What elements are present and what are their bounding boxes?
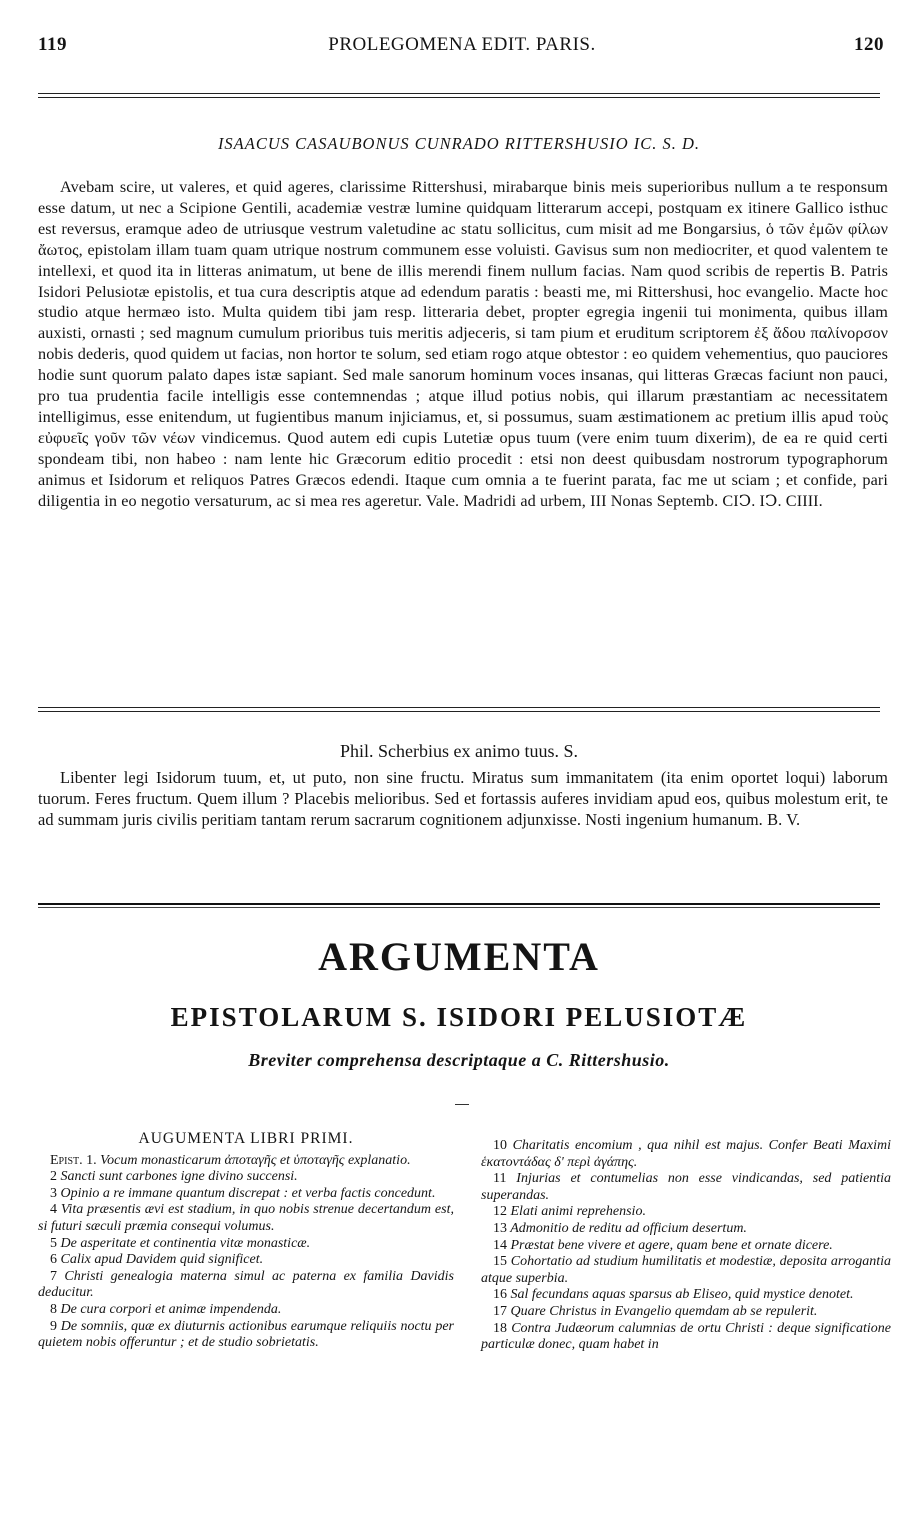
argument-text: De asperitate et continentia vitæ monasticæ. — [60, 1235, 311, 1251]
argument-item — [481, 1238, 891, 1255]
argument-number: 10 — [493, 1138, 507, 1153]
argument-number: 13 — [493, 1220, 507, 1236]
section-rule-1 — [38, 707, 880, 712]
argument-number: Epist. 1. — [50, 1152, 97, 1168]
argument-number: 9 — [50, 1318, 57, 1334]
argument-item — [38, 1302, 454, 1319]
section-rule-2 — [38, 903, 880, 908]
argument-item — [481, 1321, 891, 1354]
argument-item — [38, 1269, 454, 1302]
argument-text: Elati animi reprehensio. — [510, 1204, 646, 1220]
argument-number: 2 — [50, 1169, 57, 1185]
argument-number: 3 — [50, 1185, 57, 1201]
argument-text: Quare Christus in Evangelio quemdam ab se repulerit. — [510, 1303, 818, 1319]
argument-item — [481, 1304, 891, 1321]
argument-number: 4 — [50, 1202, 57, 1218]
letter1-body — [38, 177, 888, 512]
argument-number: 14 — [493, 1237, 507, 1253]
argument-item — [481, 1287, 891, 1304]
argument-item — [38, 1319, 454, 1352]
argument-number: 15 — [493, 1254, 507, 1270]
page-number-left: 119 — [38, 34, 67, 55]
argument-text: Christi genealogia materna simul ac paterna ex familia Davidis deducitur. — [38, 1268, 454, 1301]
letter2-text: Libenter legi Isidorum tuum, et, ut puto, non sine fructu. Miratus sum immanitatem (ita enim oportet loqui) laborum tuorum. Feres fructum. Quem illum ? Placebis melioribus. Sed et fortassis auferes invidiam apud eos, quibus molestum erit, te ad summam juris civilis peritiam tantam rerum sacrarum cognitionem adjunxisse. Nosti ingenium humanum. B. V. — [38, 768, 888, 830]
argument-number: 18 — [493, 1320, 507, 1336]
argument-text: Cohortatio ad studium humilitatis et modestiæ, deposita arrogantia atque superbia. — [481, 1254, 892, 1286]
right-column — [481, 1138, 891, 1354]
argument-number: 11 — [493, 1171, 507, 1187]
argument-item — [481, 1254, 891, 1287]
argument-item — [38, 1202, 454, 1235]
argument-text: Sal fecundans aquas sparsus ab Eliseo, quid mystice denotet. — [510, 1287, 854, 1303]
argument-item — [38, 1236, 454, 1253]
argument-number: 6 — [50, 1252, 57, 1268]
letter2-body — [38, 767, 888, 831]
letter2-heading: Phil. Scherbius ex animo tuus. S. — [340, 741, 578, 761]
letter1-heading: ISAACUS CASAUBONUS CUNRADO RITTERSHUSIO IC. S. D. — [217, 134, 701, 153]
left-column-heading: AUGUMENTA LIBRI PRIMI. — [138, 1130, 354, 1147]
argument-item — [38, 1153, 454, 1170]
short-divider — [455, 1104, 469, 1105]
argument-text: Vocum monasticarum ἀποταγῆς et ὑποταγῆς explanatio. — [100, 1152, 411, 1168]
argument-text: Calix apud Davidem quid significet. — [60, 1252, 264, 1268]
argument-text: De cura corpori et animæ impendenda. — [60, 1301, 282, 1317]
argument-text: Admonitio de reditu ad officium desertum. — [510, 1220, 747, 1236]
argument-text: Charitatis encomium , qua nihil est majus. Confer Beati Maximi ἑκατοντάδας δ' περὶ ἀγάπης. — [481, 1138, 892, 1170]
argument-number: 17 — [493, 1303, 507, 1319]
argumenta-title: ARGUMENTA — [318, 934, 600, 979]
argument-item — [481, 1221, 891, 1238]
argument-item — [481, 1138, 891, 1171]
argument-item — [481, 1204, 891, 1221]
argument-number: 7 — [50, 1268, 57, 1284]
argument-text: Injurias et contumelias non esse vindicandas, sed patientia superandas. — [481, 1171, 891, 1203]
argument-number: 8 — [50, 1301, 57, 1317]
argument-number: 12 — [493, 1204, 507, 1220]
argument-text: Vita præsentis ævi est stadium, in quo nobis strenue decertandum est, si futuri sæculi præmia consequi volumus. — [38, 1202, 454, 1234]
argument-item — [38, 1169, 454, 1186]
argument-text: Contra Judæorum calumnias de ortu Christi : deque significatione particulæ donec, quam habet in — [481, 1320, 891, 1353]
argument-number: 5 — [50, 1235, 57, 1251]
argument-text: Præstat bene vivere et agere, quam bene et ornate dicere. — [510, 1237, 833, 1253]
argument-text: Sancti sunt carbones igne divino succensi. — [60, 1169, 298, 1185]
argument-item — [38, 1186, 454, 1203]
page-number-right: 120 — [854, 34, 884, 55]
header-rule — [38, 93, 880, 98]
argument-item — [481, 1171, 891, 1204]
argument-item — [38, 1252, 454, 1269]
left-column — [38, 1131, 454, 1352]
argumenta-note: Breviter comprehensa descriptaque a C. Rittershusio. — [248, 1050, 670, 1070]
argument-text: Opinio a re immane quantum discrepat : et verba factis concedunt. — [60, 1185, 436, 1201]
argument-text: De somniis, quæ ex diuturnis actionibus earumque reliquiis noctu per quietem nobis offeruntur ; et de studio sobrietatis. — [38, 1318, 454, 1351]
running-title: PROLEGOMENA EDIT. PARIS. — [328, 34, 596, 55]
argumenta-subtitle: EPISTOLARUM S. ISIDORI PELUSIOTÆ — [170, 1002, 748, 1032]
argument-number: 16 — [493, 1287, 507, 1303]
letter1-text: Avebam scire, ut valeres, et quid ageres, clarissime Rittershusi, mirabarque binis meis superioribus nullum a te responsum esse datum, ut nec a Scipione Gentili, academiæ vestræ lumine quidquam litterarum accepi, postquam ex itinere Gallico isthuc est reversus, eramque adeo de utriusque vestrum valetudine ac statu sollicitus, cum misit ad me Bongarsius, ὁ τῶν ἐμῶν φίλων ἄωτος, epistolam illam tuam quam utrique nostrum communem esse voluisti. Gavisus sum non mediocriter, et quod valentem te intellexi, et quod ita in litteras animatum, ut bene de illis merendi finem nullum facias. Nam quod scribis de repertis B. Patris Isidori Pelusiotæ epistolis, et tua cura descriptis atque ad edendum paratis : beasti me, mi Rittershusi, hoc evangelio. Macte hoc studio atque hermæo isto. Multa quidem tibi jam resp. litteraria debet, propter egregia ingenii tui monimenta, quibus illam auxisti, ornasti ; sed magnum cumulum prioribus tuis meritis adjeceris, si tam pium et eruditum scriptorem ἐξ ἄδου παλίνορσον nobis dederis, quod quidem ut facias, non hortor te solum, sed etiam rogo atque obtestor : eo quidem vehementius, quo pauciores hodie sunt quorum palato dapes istæ sapiant. Sed male sanorum hominum voces insanas, qui litteras Græcas faciunt non pauci, pro tua prudentia facile intelligis esse contemnendas ; atque illud potius nobis, qui illarum præstantiam ac necessitatem intelligimus, esse enitendum, ut fugientibus manum injiciamus, et, si possumus, suam æstimationem ac pretium illis apud τοὺς εὐφυεῖς γοῦν τῶν νέων vindicemus. Quod autem edi cupis Lutetiæ opus tuum (vere enim tuum dixerim), de ea re quid certi spondeam tibi, non habeo : nam lente hic Græcorum editio procedit : etsi non deest quibusdam nostrorum typographorum animus et Isidorum et reliquos Patres Græcos edendi. Itaque cum omnia a te fuerint parata, fac me ut sciam ; et confide, pari diligentia in eo negotio versaturum, ac si mea res ageretur. Vale. Madridi ad urbem, III Nonas Septemb. CIↃ. IↃ. CIIII. — [38, 178, 888, 510]
